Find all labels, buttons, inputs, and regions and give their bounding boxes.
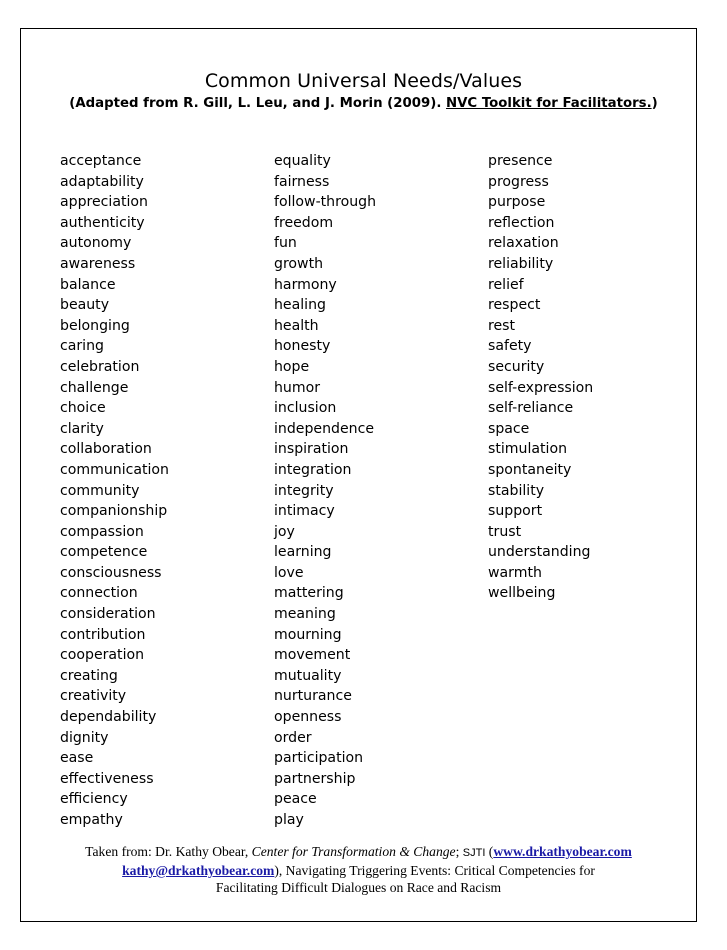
need-item: dignity	[60, 729, 109, 746]
need-item: choice	[60, 400, 106, 417]
need-item: stimulation	[488, 441, 567, 458]
footer-line-1	[40, 843, 677, 862]
need-item: participation	[274, 750, 364, 767]
need-item: nurturance	[274, 688, 352, 705]
need-item: warmth	[488, 564, 542, 581]
need-item: humor	[274, 379, 321, 396]
website-link[interactable]: www.drkathyobear.com	[493, 844, 632, 859]
need-item: contribution	[60, 626, 146, 643]
need-item: compassion	[60, 523, 144, 540]
need-item: harmony	[274, 276, 337, 293]
need-item: caring	[60, 338, 104, 355]
need-item: openness	[274, 709, 342, 726]
need-item: creating	[60, 667, 118, 684]
need-item: support	[488, 503, 543, 520]
need-item: reflection	[488, 214, 555, 231]
need-item: ease	[60, 750, 94, 767]
need-item: health	[274, 317, 319, 334]
footer-open-paren: (	[485, 844, 494, 859]
footer-org: Center for Transformation & Change	[251, 844, 456, 859]
need-item: intimacy	[274, 503, 335, 520]
footer-line-3: Facilitating Difficult Dialogues on Race and Racism	[215, 880, 502, 895]
need-item: spontaneity	[488, 461, 572, 478]
need-item: reliability	[488, 255, 554, 272]
need-item: challenge	[60, 379, 129, 396]
page-subtitle	[0, 96, 727, 111]
need-item: beauty	[60, 297, 110, 314]
need-item: space	[488, 420, 530, 437]
need-item: purpose	[488, 194, 546, 211]
need-item: integration	[274, 461, 352, 478]
need-item: competence	[60, 544, 148, 561]
need-item: security	[488, 358, 545, 375]
needs-column-2	[274, 151, 376, 831]
need-item: awareness	[60, 255, 136, 272]
need-item: wellbeing	[488, 585, 556, 602]
need-item: authenticity	[60, 214, 145, 231]
need-item: effectiveness	[60, 770, 154, 787]
need-item: adaptability	[60, 173, 144, 190]
need-item: balance	[60, 276, 116, 293]
need-item: equality	[274, 153, 331, 169]
footer-separator: ;	[455, 844, 463, 859]
need-item: efficiency	[60, 791, 128, 808]
need-item: stability	[488, 482, 545, 499]
needs-column-3	[488, 151, 593, 604]
need-item: mourning	[274, 626, 342, 643]
subtitle-book-title: NVC Toolkit for Facilitators.	[446, 96, 652, 111]
need-item: integrity	[274, 482, 334, 499]
need-item: presence	[488, 153, 553, 169]
footer-citation	[40, 843, 677, 896]
need-item: fairness	[274, 173, 330, 190]
footer-sjti: SJTI	[462, 847, 486, 859]
need-item: autonomy	[60, 235, 132, 252]
need-item: mutuality	[274, 667, 342, 684]
need-item: joy	[274, 523, 295, 540]
need-item: movement	[274, 647, 351, 664]
need-item: celebration	[60, 358, 140, 375]
need-item: safety	[488, 338, 532, 355]
need-item: order	[274, 729, 312, 746]
need-item: clarity	[60, 420, 104, 437]
need-item: self-reliance	[488, 400, 574, 417]
need-item: community	[60, 482, 140, 499]
need-item: peace	[274, 791, 317, 808]
need-item: mattering	[274, 585, 344, 602]
need-item: trust	[488, 523, 522, 540]
need-item: appreciation	[60, 194, 148, 211]
need-item: partnership	[274, 770, 356, 787]
need-item: independence	[274, 420, 374, 437]
need-item: growth	[274, 255, 324, 272]
need-item: dependability	[60, 709, 157, 726]
need-item: respect	[488, 297, 541, 314]
need-item: relaxation	[488, 235, 559, 252]
need-item: relief	[488, 276, 524, 293]
page-title: Common Universal Needs/Values	[204, 70, 523, 92]
need-item: hope	[274, 358, 310, 375]
need-item: play	[274, 812, 304, 828]
need-item: creativity	[60, 688, 127, 705]
need-item: companionship	[60, 503, 168, 520]
need-item: learning	[274, 544, 332, 561]
need-item: progress	[488, 173, 549, 190]
need-item: self-expression	[488, 379, 594, 396]
footer-book-title: ), Navigating Triggering Events: Critical Competencies for	[274, 863, 595, 878]
need-item: love	[274, 564, 304, 581]
need-item: follow-through	[274, 194, 377, 211]
need-item: understanding	[488, 544, 591, 561]
need-item: rest	[488, 317, 516, 334]
need-item: empathy	[60, 812, 123, 828]
email-link[interactable]: kathy@drkathyobear.com	[122, 863, 275, 878]
subtitle-suffix: )	[651, 96, 658, 111]
need-item: consciousness	[60, 564, 162, 581]
need-item: cooperation	[60, 647, 145, 664]
need-item: fun	[274, 235, 297, 252]
need-item: communication	[60, 461, 169, 478]
need-item: freedom	[274, 214, 334, 231]
need-item: acceptance	[60, 153, 142, 169]
need-item: collaboration	[60, 441, 152, 458]
need-item: meaning	[274, 606, 336, 623]
need-item: healing	[274, 297, 326, 314]
need-item: honesty	[274, 338, 331, 355]
need-item: consideration	[60, 606, 156, 623]
need-item: inclusion	[274, 400, 337, 417]
footer-taken-from: Taken from: Dr. Kathy Obear,	[85, 844, 252, 859]
need-item: connection	[60, 585, 138, 602]
needs-column-1	[60, 151, 169, 831]
need-item: belonging	[60, 317, 130, 334]
subtitle-prefix: (Adapted from R. Gill, L. Leu, and J. Morin (2009).	[69, 96, 447, 111]
need-item: inspiration	[274, 441, 349, 458]
footer-line-2	[40, 862, 677, 879]
